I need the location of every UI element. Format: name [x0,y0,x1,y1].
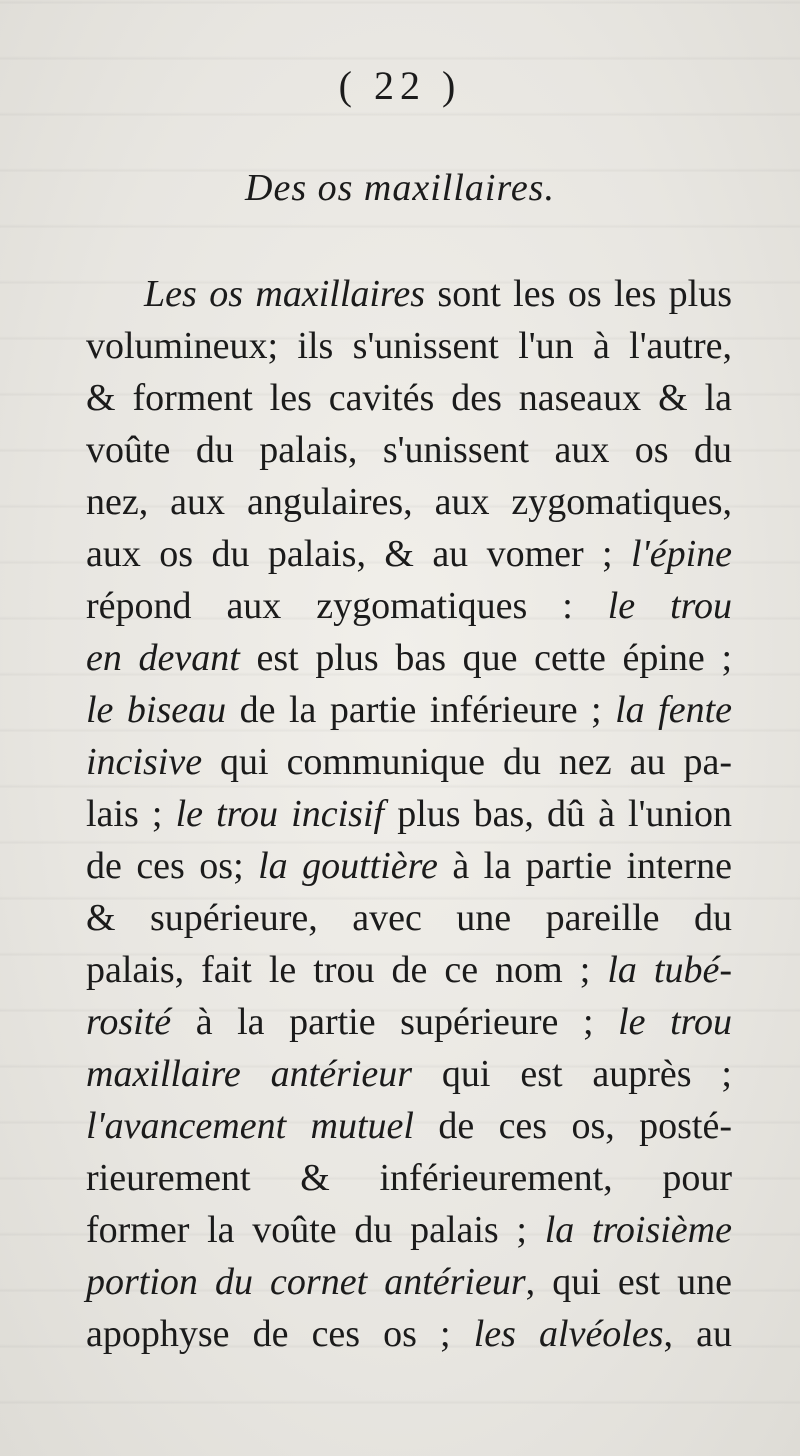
text-run: palais, fait le trou de ce nom ; [86,949,608,991]
text-run: de ces os; [86,845,259,887]
italic-term: le trou incisif [175,793,385,835]
text-run: qui communique du nez au pa- [202,741,732,783]
text-line [86,1152,732,1204]
text-run: de la partie inférieure ; [226,689,616,731]
section-heading: Des os maxillaires. [245,167,555,209]
text-line [86,320,732,372]
text-run: à la partie supérieure ; [171,1001,619,1043]
text-run: apophyse de ces os ; [86,1313,474,1355]
text-run: de ces os, posté- [413,1105,732,1147]
italic-term: la gouttière [258,845,438,887]
italic-term: en devant [86,637,240,679]
italic-term: la tubé- [607,949,733,991]
italic-term: les alvéoles [473,1313,664,1355]
text-run: , au [663,1313,732,1355]
text-run: aux os du palais, & au vomer ; [86,533,632,575]
text-line [86,424,732,476]
italic-term: rosité [86,1001,172,1043]
italic-term: maxillaire antérieur [86,1053,413,1095]
text-run: volumineux; ils s'unissent l'un à l'autre, [86,325,732,367]
text-line [86,372,732,424]
text-run: & forment les cavités des naseaux & la [86,377,732,419]
italic-term: le trou [607,585,733,627]
text-line [86,892,732,944]
italic-term: incisive [86,741,203,783]
text-line [86,1256,732,1308]
text-line [86,1308,732,1360]
text-run: plus bas, dû à l'union [384,793,733,835]
text-run: lais ; [86,793,176,835]
italic-term: l'avancement mutuel [86,1105,414,1147]
italic-term: le biseau [86,689,227,731]
text-run: former la voûte du palais ; [86,1209,545,1251]
italic-term: le trou [618,1001,733,1043]
text-line [86,268,732,320]
body-paragraph [86,268,732,1360]
italic-term: l'épine [631,533,732,575]
text-line [86,684,732,736]
text-run: est plus bas que cette épine ; [239,637,733,679]
text-run: sont les os les plus [425,273,733,315]
text-line [86,580,732,632]
text-line [86,1100,732,1152]
text-line [86,1204,732,1256]
text-run: rieurement & inférieurement, pour [86,1157,732,1199]
text-line [86,528,732,580]
italic-term: la fente [615,689,733,731]
text-line [86,632,732,684]
text-line [86,996,732,1048]
text-line [86,840,732,892]
text-line [86,788,732,840]
text-run: à la partie interne [437,845,732,887]
italic-term: la troisième [544,1209,732,1251]
text-run: voûte du palais, s'unissent aux os du [86,429,732,471]
text-run: & supérieure, avec une pareille du [86,897,732,939]
text-run: qui est auprès ; [412,1053,732,1095]
text-line [86,944,732,996]
text-line [86,1048,732,1100]
page-number: ( 22 ) [338,63,462,108]
text-run: répond aux zygomatiques : [86,585,608,627]
text-run: , qui est une [525,1261,733,1303]
italic-term: portion du cornet antérieur [86,1261,526,1303]
text-run: nez, aux angulaires, aux zygomatiques, [86,481,732,523]
italic-term: Les os maxillaires [144,273,425,315]
text-line [86,736,732,788]
text-line [86,476,732,528]
